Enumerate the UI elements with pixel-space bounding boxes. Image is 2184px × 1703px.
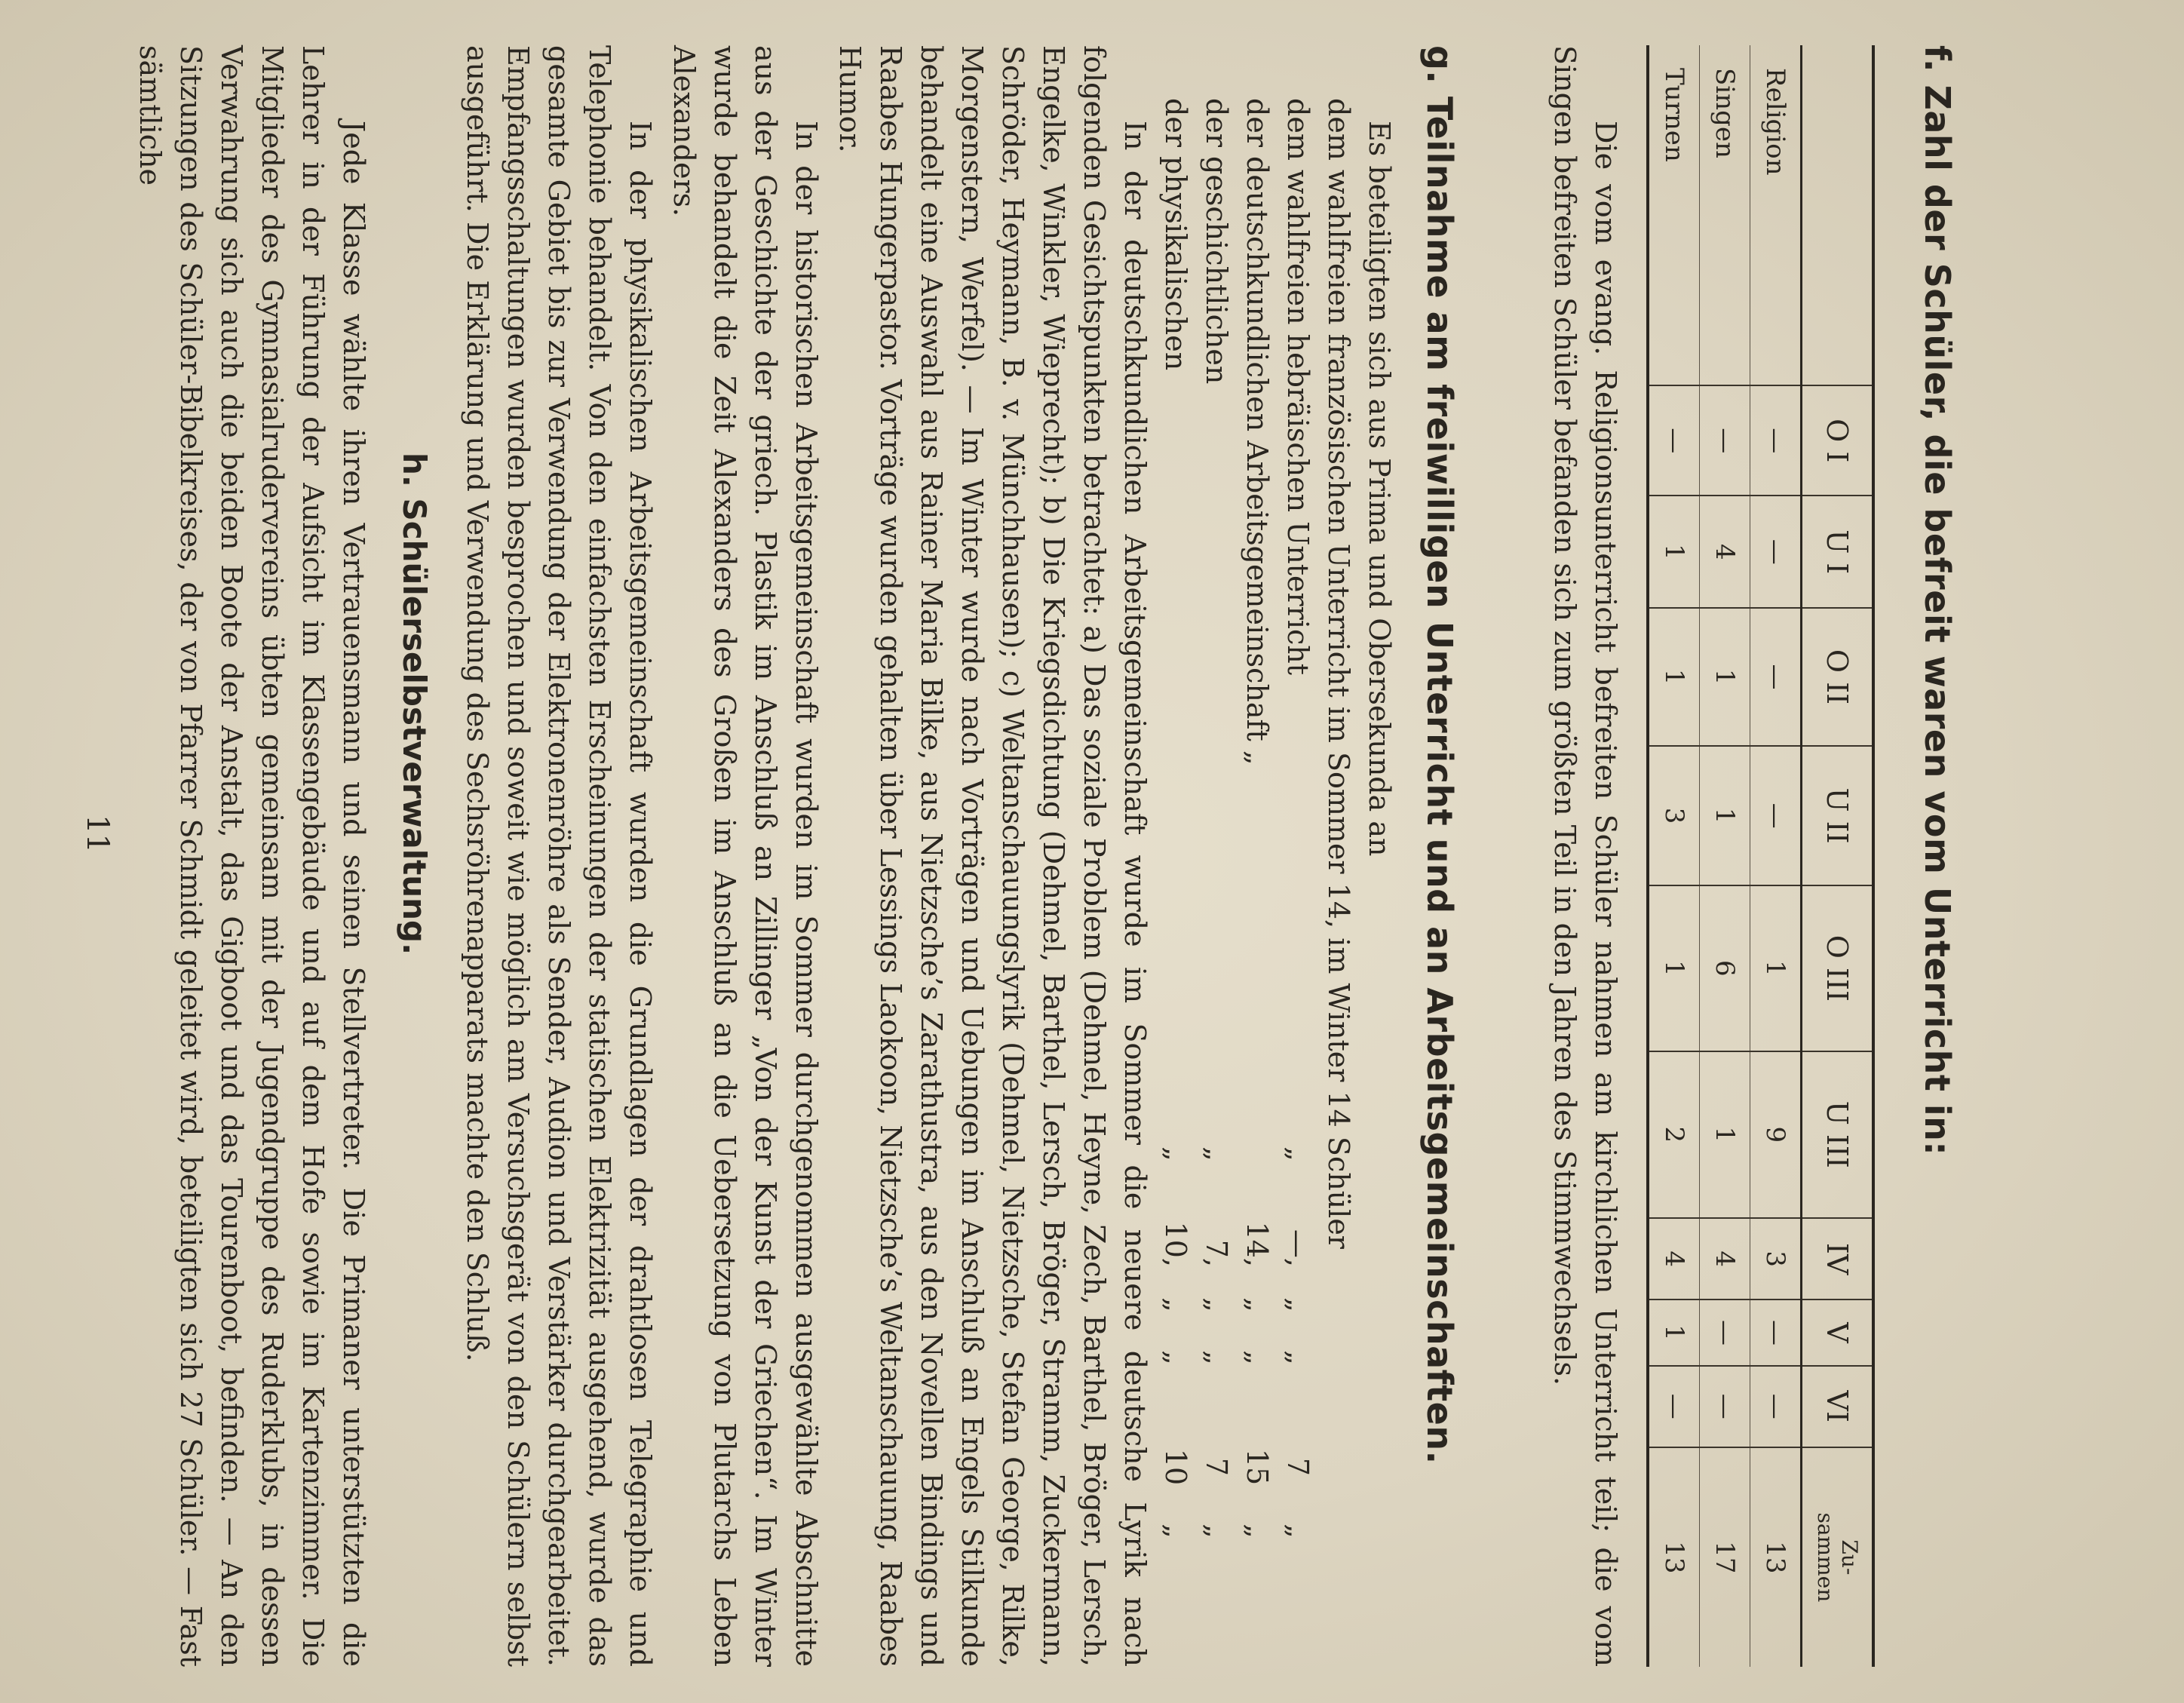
table-header-cell: U III (1802, 1051, 1874, 1219)
ditto-mark: „ (1200, 1350, 1233, 1365)
table-row (1648, 45, 1700, 1667)
winter-count: 7 (1281, 1457, 1314, 1477)
list-item (1155, 98, 1196, 1667)
winter-count: 10 (1159, 1448, 1192, 1486)
list-item-label: der deutschkundlichen Arbeitsgemeinschaft „ (1241, 98, 1274, 766)
table-header-cell: O II (1802, 608, 1874, 746)
course-participation-list (1155, 98, 1359, 1667)
table-cell: — (1750, 1299, 1802, 1366)
table-cell: 3 (1750, 1218, 1802, 1299)
page-number: 11 (80, 815, 115, 853)
section-f-title: f. Zahl der Schüler, die befreit waren vom Unterricht in: (1917, 45, 1958, 1156)
table-cell: — (1700, 1299, 1750, 1366)
ditto-mark: „ (1281, 1146, 1314, 1161)
ditto-mark: „ (1200, 1297, 1233, 1312)
table-header-cell: U I (1802, 496, 1874, 608)
table-cell: 4 (1700, 1218, 1750, 1299)
table-cell: 17 (1700, 1447, 1750, 1667)
list-item-label: der geschichtlichen (1200, 98, 1233, 385)
list-item (1196, 98, 1237, 1667)
ditto-mark: „ (1159, 1523, 1192, 1539)
table-cell: 9 (1750, 1051, 1802, 1219)
summer-count: 7, (1200, 1239, 1233, 1267)
table-cell: — (1750, 385, 1802, 496)
table-cell: 1 (1648, 496, 1700, 608)
table-header-row (1802, 45, 1874, 1667)
list-item-label: dem wahlfreien französischen Unterricht im Sommer 14, im Winter 14 Schüler (1322, 98, 1355, 1249)
winter-count: 7 (1200, 1457, 1233, 1477)
table-header-cell: O III (1802, 885, 1874, 1051)
list-item-label: der physikalischen (1159, 98, 1192, 371)
section-g-paragraph-german: In der deutschkundlichen Arbeitsgemeinschaft wurde im Sommer die neuere deutsche Lyrik nach folgenden Gesichtspunkten betrachtet: a) Das soziale Problem (Dehmel, Heyne, Zech, Barthel, Bröger, Lersch, Engelke, Winkler, Wieprecht); b) Die Kriegsdichtung (Dehmel, Barthel, Lersch, Bröger, Stramm, Zuckermann, Schröder, Heymann, B. v. Münchhausen); c) Weltanschauungslyrik (Dehmel, Nietzsche, Stefan George, Rilke, Morgenstern, Werfel). — Im Winter wurde nach Vorträgen und Uebungen im Anschluß an Engels Stilkunde behandelt eine Auswahl aus Rainer Maria Bilke, aus Nietzsche’s Zarathustra, aus den Novellen Bindings und Raabes Hungerpastor. Vorträge wurden gehalten über Lessings Laokoon, Nietzsche’s Weltanschauung, Raabes Humor. (833, 45, 1152, 1667)
section-g-title: g. Teilnahme am freiwilligen Unterricht und an Arbeitsgemeinschaften. (1419, 45, 1460, 1465)
row-label: Religion (1760, 68, 1790, 176)
table-cell: 6 (1700, 885, 1750, 1051)
row-label: Turnen (1659, 68, 1689, 162)
ditto-mark: „ (1241, 1297, 1274, 1312)
table-cell: — (1750, 1366, 1802, 1447)
summer-count: 14, (1241, 1221, 1274, 1267)
summer-count: —, (1281, 1229, 1314, 1267)
ditto-mark: „ (1200, 1523, 1233, 1539)
table-cell: 1 (1700, 1051, 1750, 1219)
table-cell: 1 (1700, 746, 1750, 885)
table-cell: 1 (1648, 1299, 1700, 1366)
section-h-title: h. Schülerselbstverwaltung. (396, 453, 433, 956)
section-g-paragraph-physics: In der physikalischen Arbeitsgemeinschaft wurden die Grundlagen der drahtlosen Telegraphie und Telephonie behandelt. Von den einfachsten Erscheinungen der statischen Elektrizität ausgehend, wurde das gesamte Gebiet bis zur Verwendung der Elektronenröhre als Sender, Audion und Verstärker durchgearbeitet. Empfangsschaltungen wurden besprochen und soweit wie möglich am Versuchsgerät von den Schülern selbst ausgeführt. Die Erklärung und Verwendung des Sechsröhrenapparats machte den Schluß. (461, 45, 657, 1667)
section-g-intro: Es beteiligten sich aus Prima und Obersekunda an (1363, 121, 1396, 857)
table-cell: 2 (1648, 1051, 1700, 1219)
section-h-paragraph: Jede Klasse wählte ihren Vertrauensmann und seinen Stellvertreter. Die Primaner unterstützten die Lehrer in der Führung der Aufsicht im Klassengebäude und auf dem Hofe sowie im Kartenzimmer. Die Mitglieder des Gymnasialrudervereins übten gemeinsam mit der Jugendgruppe des Ruderklubs, in dessen Verwahrung sich auch die beiden Boote der Anstalt, das Gigboot und das Tourenboot, befinden. — An den Sitzungen des Schüler-Bibelkreises, der von Pfarrer Schmidt geleitet wird, beteiligten sich 27 Schüler. — Fast sämtliche (133, 45, 370, 1667)
ditto-mark: „ (1241, 1350, 1274, 1365)
table-cell: 3 (1648, 746, 1700, 885)
table-header-cell: VI (1802, 1366, 1874, 1447)
table-header-cell: IV (1802, 1218, 1874, 1299)
ditto-mark: „ (1200, 1146, 1233, 1161)
list-item (1318, 98, 1359, 1667)
row-label: Singen (1710, 68, 1740, 158)
list-item (1278, 98, 1318, 1667)
table-cell: 1 (1700, 608, 1750, 746)
table-header-cell: Zu- sammen (1802, 1447, 1874, 1667)
section-f-paragraph: Die vom evang. Religionsunterricht befreiten Schüler nahmen am kirchlichen Unterricht teil; die vom Singen befreiten Schüler befanden sich zum größten Teil in den Jahren des Stimmwechsels. (1548, 45, 1622, 1667)
table-cell: — (1700, 1366, 1750, 1447)
table-header-cell: O I (1802, 385, 1874, 496)
table-cell: — (1648, 385, 1700, 496)
table-header-cell: V (1802, 1299, 1874, 1366)
table-header-cell: U II (1802, 746, 1874, 885)
table-row (1750, 45, 1802, 1667)
ditto-mark: „ (1159, 1350, 1192, 1365)
winter-count: 15 (1241, 1448, 1274, 1486)
table-cell: — (1750, 746, 1802, 885)
table-cell: 1 (1648, 608, 1700, 746)
ditto-mark: „ (1159, 1146, 1192, 1161)
table-cell: — (1750, 608, 1802, 746)
ditto-mark: „ (1241, 1523, 1274, 1539)
ditto-mark: „ (1281, 1350, 1314, 1365)
table-cell: 13 (1750, 1447, 1802, 1667)
ditto-mark: „ (1281, 1523, 1314, 1539)
table-cell: — (1700, 385, 1750, 496)
list-item (1237, 98, 1278, 1667)
table-cell: — (1750, 496, 1802, 608)
table-cell: — (1648, 1366, 1700, 1447)
ditto-mark: „ (1281, 1297, 1314, 1312)
table-row (1700, 45, 1750, 1667)
table-cell: 4 (1700, 496, 1750, 608)
exemption-table (1646, 45, 1875, 1667)
list-item-label: dem wahlfreien hebräischen Unterricht (1281, 98, 1314, 675)
section-g-paragraph-history: In der historischen Arbeitsgemeinschaft wurden im Sommer durchgenommen ausgewählte Abschnitte aus der Geschichte der griech. Plastik im Anschluß an Zillinger „Von der Kunst der Griechen“. Im Winter wurde behandelt die Zeit Alexanders des Großen im Anschluß an die Uebersetzung von Plutarchs Leben Alexanders. (667, 45, 823, 1667)
table-cell: 4 (1648, 1218, 1700, 1299)
table-cell: 1 (1648, 885, 1700, 1051)
ditto-mark: „ (1159, 1297, 1192, 1312)
summer-count: 10, (1159, 1221, 1192, 1267)
table-cell: 13 (1648, 1447, 1700, 1667)
table-cell: 1 (1750, 885, 1802, 1051)
table-header-cell (1802, 45, 1874, 385)
